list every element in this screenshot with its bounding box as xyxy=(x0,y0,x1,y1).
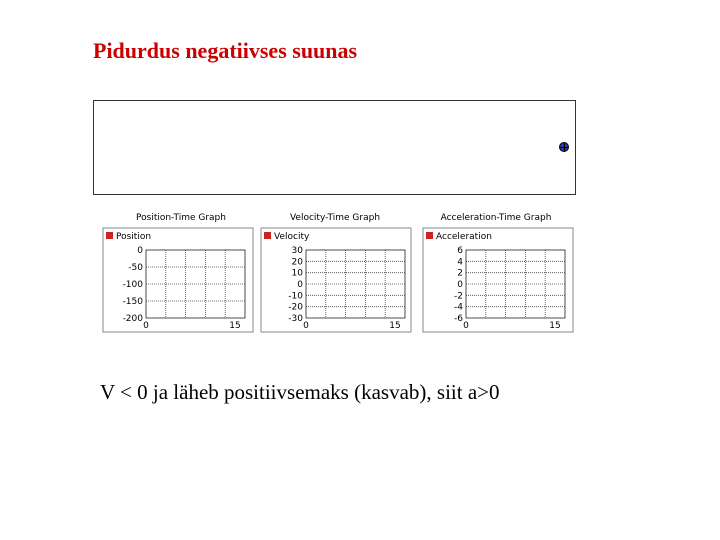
legend-label: Acceleration xyxy=(436,232,492,242)
legend-label: Velocity xyxy=(274,232,310,242)
graph-title: Position-Time Graph xyxy=(136,213,226,223)
x-tick-label: 0 xyxy=(463,321,469,331)
x-tick-label: 0 xyxy=(303,321,309,331)
y-tick-label: -10 xyxy=(288,291,303,302)
y-tick-label: 20 xyxy=(291,257,303,268)
slide-caption: V < 0 ja läheb positiivsemaks (kasvab), siit a>0 xyxy=(100,380,500,404)
y-tick-label: -200 xyxy=(122,314,143,324)
y-tick-label: -30 xyxy=(288,314,303,324)
y-tick-label: 0 xyxy=(297,280,303,290)
graph-frame xyxy=(261,228,411,332)
y-tick-label: 6 xyxy=(457,246,463,256)
y-tick-label: -4 xyxy=(454,302,463,313)
y-tick-label: 2 xyxy=(457,268,463,279)
y-tick-label: 4 xyxy=(457,257,463,268)
y-tick-label: 10 xyxy=(291,268,303,279)
legend-label: Position xyxy=(116,232,152,242)
y-tick-label: 0 xyxy=(137,246,143,256)
y-tick-label: -150 xyxy=(122,297,143,307)
y-tick-label: 30 xyxy=(291,246,303,256)
graph-title: Velocity-Time Graph xyxy=(289,213,381,223)
graph-panel-1 xyxy=(261,213,411,332)
slide-title: Pidurdus negatiivses suunas xyxy=(93,38,358,63)
graph-panel-2 xyxy=(423,213,573,332)
y-tick-label: -20 xyxy=(288,302,303,313)
graph-panel-0 xyxy=(103,213,253,332)
x-tick-label: 15 xyxy=(229,321,241,331)
y-tick-label: 0 xyxy=(457,280,463,290)
graph-title: Acceleration-Time Graph xyxy=(440,213,552,223)
graph-frame xyxy=(423,228,573,332)
y-tick-label: -2 xyxy=(454,291,463,302)
x-tick-label: 0 xyxy=(143,321,149,331)
y-tick-label: -50 xyxy=(128,263,143,273)
legend-swatch xyxy=(264,232,271,239)
y-tick-label: -100 xyxy=(122,280,143,290)
legend-swatch xyxy=(106,232,113,239)
legend-swatch xyxy=(426,232,433,239)
x-tick-label: 15 xyxy=(549,321,561,331)
y-tick-label: -6 xyxy=(454,314,463,324)
x-tick-label: 15 xyxy=(389,321,401,331)
